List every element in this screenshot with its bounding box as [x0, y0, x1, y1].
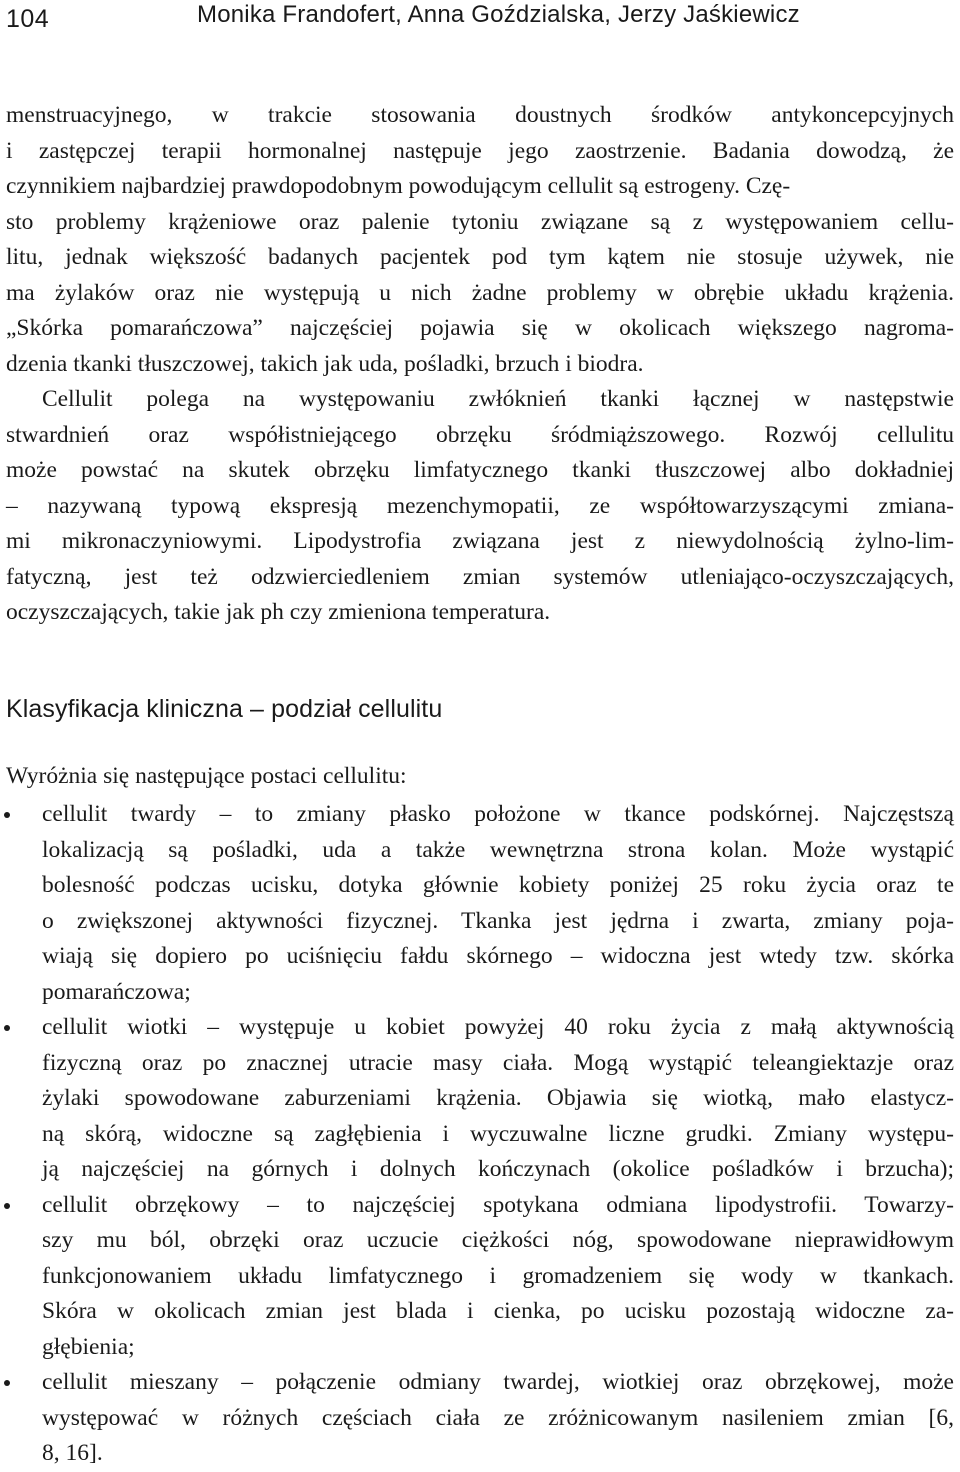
text-line: cellulit wiotki – występuje u kobiet powyżej 40 roku życia z małą aktywnością	[42, 1014, 954, 1040]
text-line: cellulit obrzękowy – to najczęściej spotykana odmiana lipodystrofii. Towarzy-	[42, 1191, 954, 1218]
text-line: pomarańczowa;	[42, 978, 191, 1005]
text-line: dzenia tkanki tłuszczowej, takich jak uda, pośladki, brzuch i biodra.	[6, 350, 644, 377]
text-line: szy mu ból, obrzęki oraz uczucie ciężkości nóg, spowodowane nieprawidłowym	[42, 1227, 954, 1253]
page-header	[0, 0, 960, 50]
text-line: występować w różnych częściach ciała ze zróżnicowanym nasileniem zmian [6,	[42, 1404, 954, 1431]
text-line: litu, jednak większość badanych pacjentek pod tym kątem nie stosuje używek, nie	[6, 244, 954, 270]
text-line: oczyszczających, takie jak ph czy zmieniona temperatura.	[6, 599, 551, 625]
text-line: – nazywaną typową ekspresją mezenchymopatii, ze współtowarzyszącymi zmiana-	[6, 492, 954, 519]
text-line: cellulit mieszany – połączenie odmiany twardej, wiotkiej oraz obrzękowej, może	[42, 1369, 954, 1395]
text-line: Cellulit polega na występowaniu zwłóknień tkanki łącznej w następstwie	[42, 386, 954, 412]
text-line: żylaki spowodowane zaburzeniami krążenia. Objawia się wiotką, mało elastycz-	[42, 1085, 954, 1111]
text-line: stwardnień oraz współistniejącego obrzęku śródmiąższowego. Rozwój cellulitu	[6, 421, 954, 448]
text-line: lokalizacją są pośladki, uda a także wewnętrzna strona kolan. Może wystąpić	[42, 836, 954, 863]
bullet-icon	[4, 1025, 10, 1031]
text-line: głębienia;	[42, 1333, 135, 1360]
running-head-authors: Monika Frandofert, Anna Goździalska, Jerzy Jaśkiewicz	[197, 1, 800, 28]
intro-paragraph	[6, 98, 954, 631]
text-line: wiają się dopiero po uciśnięciu fałdu skórnego – widoczna jest wtedy tzw. skórka	[42, 943, 954, 969]
text-line: ma żylaków oraz nie występują u nich żadne problemy w obrębie układu krążenia.	[6, 279, 954, 306]
bullet-icon	[4, 1203, 10, 1209]
text-line: o zwiększonej aktywności fizycznej. Tkanka jest jędrna i zwarta, zmiany poja-	[42, 907, 954, 934]
list-item	[0, 797, 954, 1010]
section-heading: Klasyfikacja kliniczna – podział cellulitu	[6, 695, 443, 723]
text-line: czynnikiem najbardziej prawdopodobnym powodującym cellulit są estrogeny. Czę-	[6, 173, 791, 199]
bullet-icon	[4, 812, 10, 818]
page-number: 104	[6, 5, 50, 33]
text-line: „Skórka pomarańczowa” najczęściej pojawia się w okolicach większego nagroma-	[6, 315, 954, 341]
text-line: 8, 16].	[42, 1440, 103, 1466]
bullet-icon	[4, 1380, 10, 1386]
list-lead-in: Wyróżnia się następujące postaci cellulitu:	[6, 763, 407, 789]
text-line: Skóra w okolicach zmian jest blada i cienka, po ucisku pozostają widoczne za-	[42, 1298, 954, 1324]
text-line: ną skórą, widoczne są zagłębienia i wyczuwalne liczne grudki. Zmiany występu-	[42, 1120, 954, 1147]
text-line: cellulit twardy – to zmiany płasko położone w tkance podskórnej. Najczęstszą	[42, 801, 954, 827]
text-line: może powstać na skutek obrzęku limfatycznego tkanki tłuszczowej albo dokładniej	[6, 457, 954, 483]
text-line: i zastępczej terapii hormonalnej następuje jego zaostrzenie. Badania dowodzą, że	[6, 137, 954, 164]
text-line: fizyczną oraz po znacznej utracie masy ciała. Mogą wystąpić teleangiektazje oraz	[42, 1049, 954, 1076]
text-line: fatyczną, jest też odzwierciedleniem zmian systemów utleniająco-oczyszczających,	[6, 563, 954, 590]
text-line: funkcjonowaniem układu limfatycznego i gromadzeniem się wody w tkankach.	[42, 1262, 954, 1289]
text-line: ją najczęściej na górnych i dolnych kończynach (okolice pośladków i brzucha);	[42, 1156, 954, 1182]
list-item	[0, 1188, 954, 1366]
cellulite-types-list	[0, 797, 960, 1472]
text-line: sto problemy krążeniowe oraz palenie tytoniu związane są z występowaniem cellu-	[6, 208, 954, 235]
list-item	[0, 1010, 954, 1188]
list-item	[0, 1365, 954, 1472]
text-line: menstruacyjnego, w trakcie stosowania doustnych środków antykoncepcyjnych	[6, 102, 954, 128]
text-line: bolesność podczas ucisku, dotyka głównie kobiety poniżej 25 roku życia oraz te	[42, 872, 954, 898]
text-line: mi mikronaczyniowymi. Lipodystrofia związana jest z niewydolnością żylno-lim-	[6, 528, 954, 554]
